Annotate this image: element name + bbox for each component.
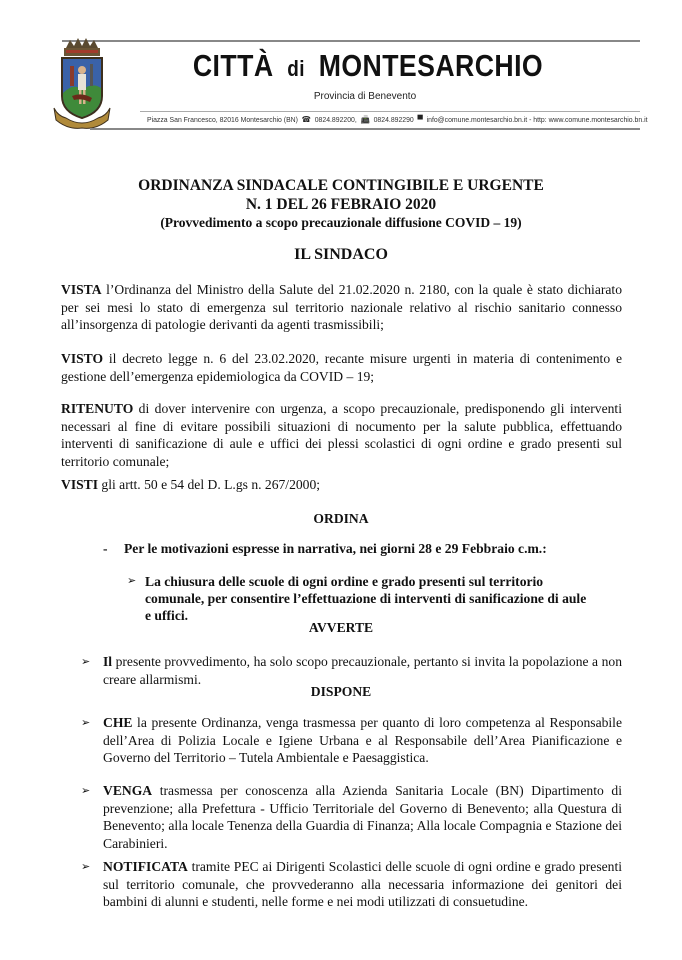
fax-icon: 📠 xyxy=(360,115,370,124)
city-name-part1: CITTÀ xyxy=(192,48,274,83)
computer-icon: ▀ xyxy=(417,115,423,124)
city-name-di: di xyxy=(287,56,305,81)
ordina-item-text: Per le motivazioni espresse in narrativa, nei giorni 28 e 29 Febbraio c.m.: xyxy=(124,541,547,556)
ordina-sub-item-text: La chiusura delle scuole di ogni ordine e grado presenti sul territorio comunale, per consentire l’effettuazione di interventi di sanificazione di aule e uffici. xyxy=(145,574,587,623)
avverte-text: presente provvedimento, ha solo scopo precauzionale, pertanto si invita la popolazione a non creare allarmismi. xyxy=(103,654,622,687)
address: Piazza San Francesco, 82016 Montesarchio (BN) xyxy=(147,115,298,124)
preamble-lead: VISTO xyxy=(61,351,104,366)
arrow-bullet-icon: ➢ xyxy=(81,656,91,668)
arrow-bullet-icon: ➢ xyxy=(81,717,91,729)
dispone-text: trasmessa per conoscenza alla Azienda Sanitaria Locale (BN) Dipartimento di prevenzione; alla Prefettura - Ufficio Territoriale del Governo di Benevento; alla Questura di Benevento; alla locale Tenenza della Guardia di Finanza; Alla locale Compagnia e Stazione dei Carabinieri. xyxy=(103,783,622,851)
preamble-text: il decreto legge n. 6 del 23.02.2020, recante misure urgenti in materia di contenimento e gestione dell’emergenza epidemiologica da COVID – 19; xyxy=(61,351,622,384)
city-name xyxy=(97,48,604,84)
city-name-part2: MONTESARCHIO xyxy=(318,48,544,83)
issuer-heading: IL SINDACO xyxy=(294,246,388,263)
preamble-vista xyxy=(61,281,622,334)
preamble-lead: VISTA xyxy=(61,282,102,297)
document-subtitle: (Provvedimento a scopo precauzionale diffusione COVID – 19) xyxy=(160,215,522,230)
dispone-text: tramite PEC ai Dirigenti Scolastici delle scuole di ogni ordine e grado presenti sul territorio comunale, che provvederanno alla necessaria informazione dei genitori dei bambini di alunni e studenti, nelle forme e nei modi utilizzati di consuetudine. xyxy=(103,859,622,909)
dispone-lead: VENGA xyxy=(103,783,153,798)
dash-bullet-icon: - xyxy=(103,541,108,556)
dispone-item-che xyxy=(81,714,622,767)
arrow-bullet-icon: ➢ xyxy=(127,575,137,587)
avverte-lead: Il xyxy=(103,654,113,669)
document-title: ORDINANZA SINDACALE CONTINGIBILE E URGENTE xyxy=(138,177,544,194)
ordina-item xyxy=(103,541,547,557)
preamble-lead: RITENUTO xyxy=(61,401,134,416)
preamble-text: gli artt. 50 e 54 del D. L.gs n. 267/2000; xyxy=(98,477,321,492)
letterhead-bottom-rule xyxy=(90,128,640,130)
letterhead-top-rule xyxy=(62,40,640,42)
email-web: info@comune.montesarchio.bn.it - http: www.comune.montesarchio.bn.it xyxy=(426,115,648,124)
fax-number: 0824.892290 xyxy=(373,115,414,124)
dispone-lead: CHE xyxy=(103,715,133,730)
avverte-item xyxy=(81,653,622,688)
document-title-block xyxy=(0,176,682,231)
dispone-lead: NOTIFICATA xyxy=(103,859,188,874)
contact-line xyxy=(147,115,648,124)
letterhead xyxy=(50,30,648,130)
dispone-text: la presente Ordinanza, venga trasmessa per quanto di loro competenza al Responsabile dell’Area di Polizia Locale e Igiene Urbana e al Responsabile dell’Area Pianificazione e Governo del Territorio – Tutela Ambientale e Paesaggistica. xyxy=(103,715,622,765)
avverte-heading: AVVERTE xyxy=(308,620,374,635)
letterhead-mid-rule xyxy=(140,111,640,112)
ordina-heading: ORDINA xyxy=(313,511,369,526)
phone-number: 0824.892200, xyxy=(314,115,357,124)
dispone-heading: DISPONE xyxy=(310,684,372,699)
province-label: Provincia di Benevento xyxy=(313,91,417,102)
document-number-date: N. 1 DEL 26 FEBRAIO 2020 xyxy=(245,196,437,213)
arrow-bullet-icon: ➢ xyxy=(81,785,91,797)
preamble-text: l’Ordinanza del Ministro della Salute del 21.02.2020 n. 2180, con la quale è stato dichiarato per sei mesi lo stato di emergenza sul territorio nazionale relativo al rischio sanitario connesso all’insorgenza di patologie derivanti da agenti trasmissibili; xyxy=(61,282,622,332)
arrow-bullet-icon: ➢ xyxy=(81,861,91,873)
phone-icon: ☎ xyxy=(301,115,311,124)
preamble-ritenuto xyxy=(61,400,622,470)
preamble-text: di dover intervenire con urgenza, a scopo precauzionale, predisponendo gli interventi necessari al fine di evitare possibili situazioni di nocumento per la salute pubblica, effettuando interventi di sanificazione di aule e uffici dei plessi scolastici di ogni ordine e grado presenti sul territorio comunale; xyxy=(61,401,622,469)
ordina-sub-item xyxy=(127,573,595,624)
preamble-lead: VISTI xyxy=(61,477,99,492)
dispone-item-notificata xyxy=(81,858,622,911)
preamble-visti xyxy=(61,476,622,494)
dispone-item-venga xyxy=(81,782,622,852)
preamble-visto xyxy=(61,350,622,385)
